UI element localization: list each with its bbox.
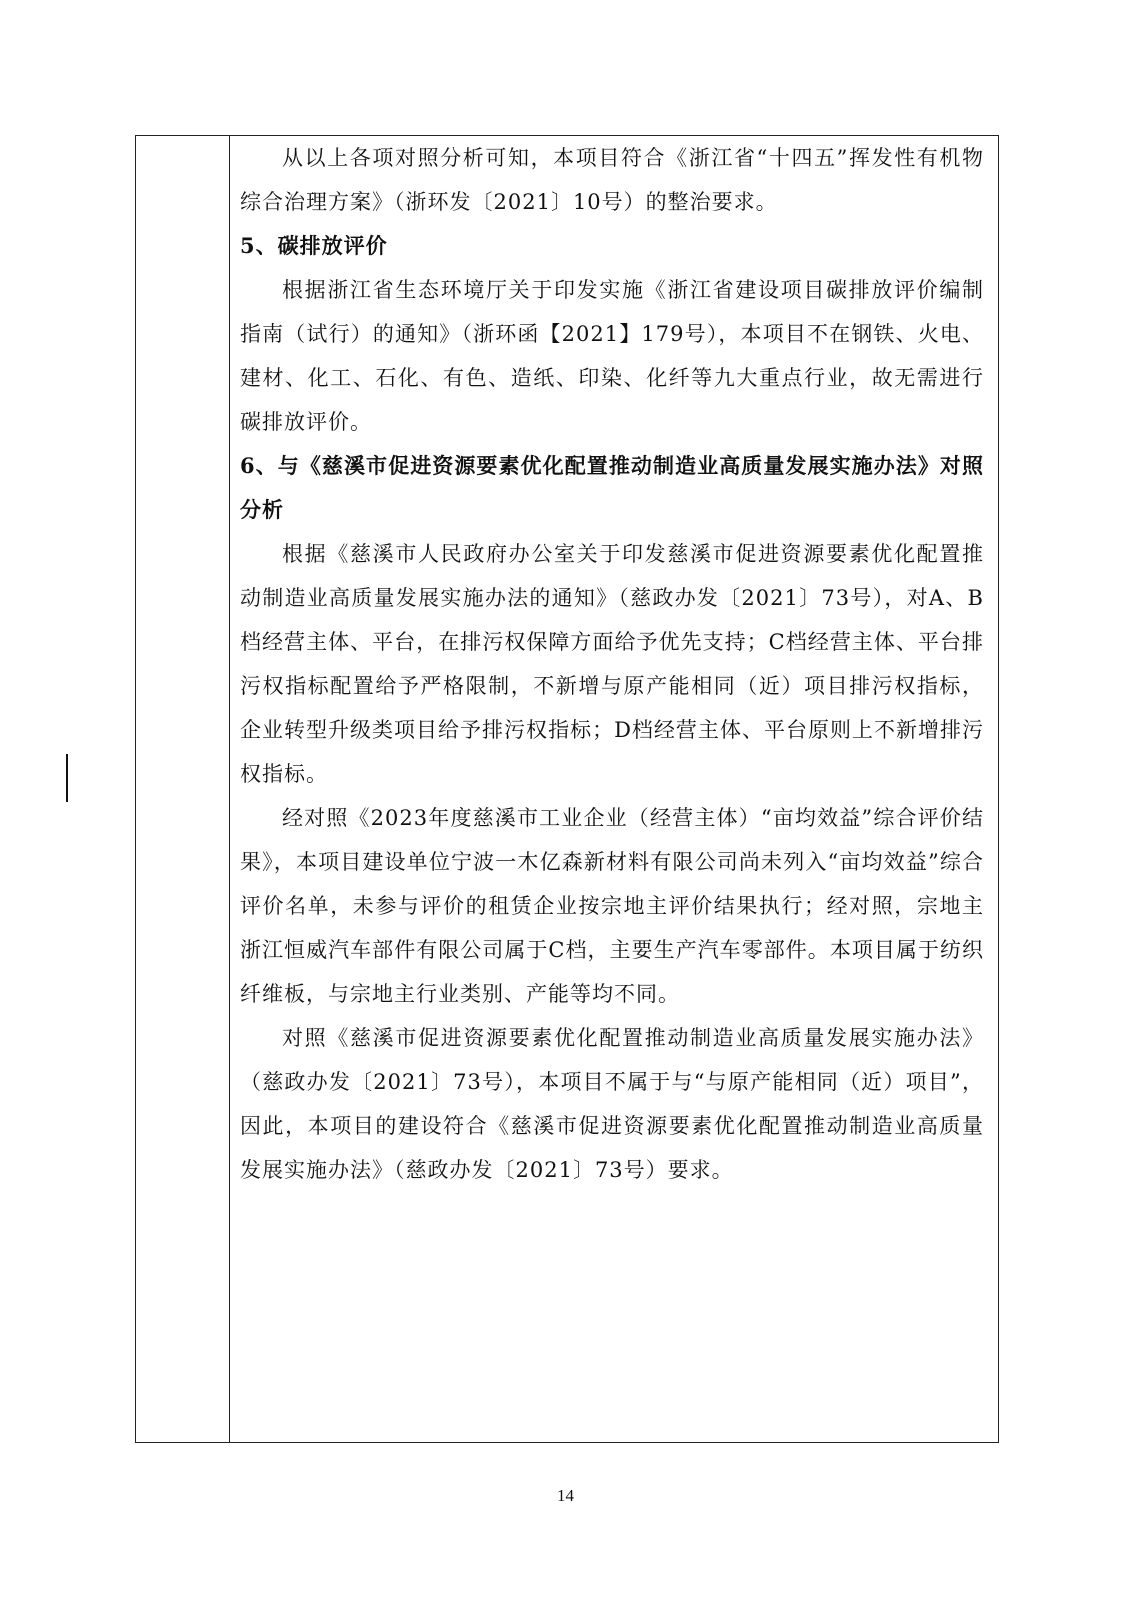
content-table xyxy=(135,135,999,1443)
page-number: 14 xyxy=(557,1486,574,1505)
paragraph-compliance-conclusion: 对照《慈溪市促进资源要素优化配置推动制造业高质量发展实施办法》（慈政办发〔2021〕73号），本项目不属于与“与原产能相同（近）项目”，因此，本项目的建设符合《慈溪市促进资源要素优化配置推动制造业高质量发展实施办法》（慈政办发〔2021〕73号）要求。 xyxy=(240,1026,984,1182)
paragraph-cixi-notice: 根据《慈溪市人民政府办公室关于印发慈溪市促进资源要素优化配置推动制造业高质量发展实施办法的通知》（慈政办发〔2021〕73号），对A、B档经营主体、平台，在排污权保障方面给予优先支持；C档经营主体、平台排污权指标配置给予严格限制，不新增与原产能相同（近）项目排污权指标，企业转型升级类项目给予排污权指标；D档经营主体、平台原则上不新增排污权指标。 xyxy=(240,542,984,786)
heading-carbon-emission: 5、碳排放评价 xyxy=(240,233,388,258)
paragraph-vocs-conclusion: 从以上各项对照分析可知，本项目符合《浙江省“十四五”挥发性有机物综合治理方案》（浙环发〔2021〕10号）的整治要求。 xyxy=(240,146,984,214)
paragraph-carbon-emission: 根据浙江省生态环境厅关于印发实施《浙江省建设项目碳排放评价编制指南（试行）的通知》（浙环函【2021】179号），本项目不在钢铁、火电、建材、化工、石化、有色、造纸、印染、化纤等九大重点行业，故无需进行碳排放评价。 xyxy=(240,278,984,434)
table-content-cell xyxy=(240,136,984,1192)
table-label-column xyxy=(136,136,230,1442)
paragraph-mu-benefit: 经对照《2023年度慈溪市工业企业（经营主体）“亩均效益”综合评价结果》，本项目建设单位宁波一木亿森新材料有限公司尚未列入“亩均效益”综合评价名单，未参与评价的租赁企业按宗地主评价结果执行；经对照，宗地主浙江恒威汽车部件有限公司属于C档，主要生产汽车零部件。本项目属于纺织纤维板，与宗地主行业类别、产能等均不同。 xyxy=(240,806,984,1006)
revision-bar xyxy=(66,754,68,802)
heading-cixi-measures: 6、与《慈溪市促进资源要素优化配置推动制造业高质量发展实施办法》对照分析 xyxy=(240,453,984,522)
